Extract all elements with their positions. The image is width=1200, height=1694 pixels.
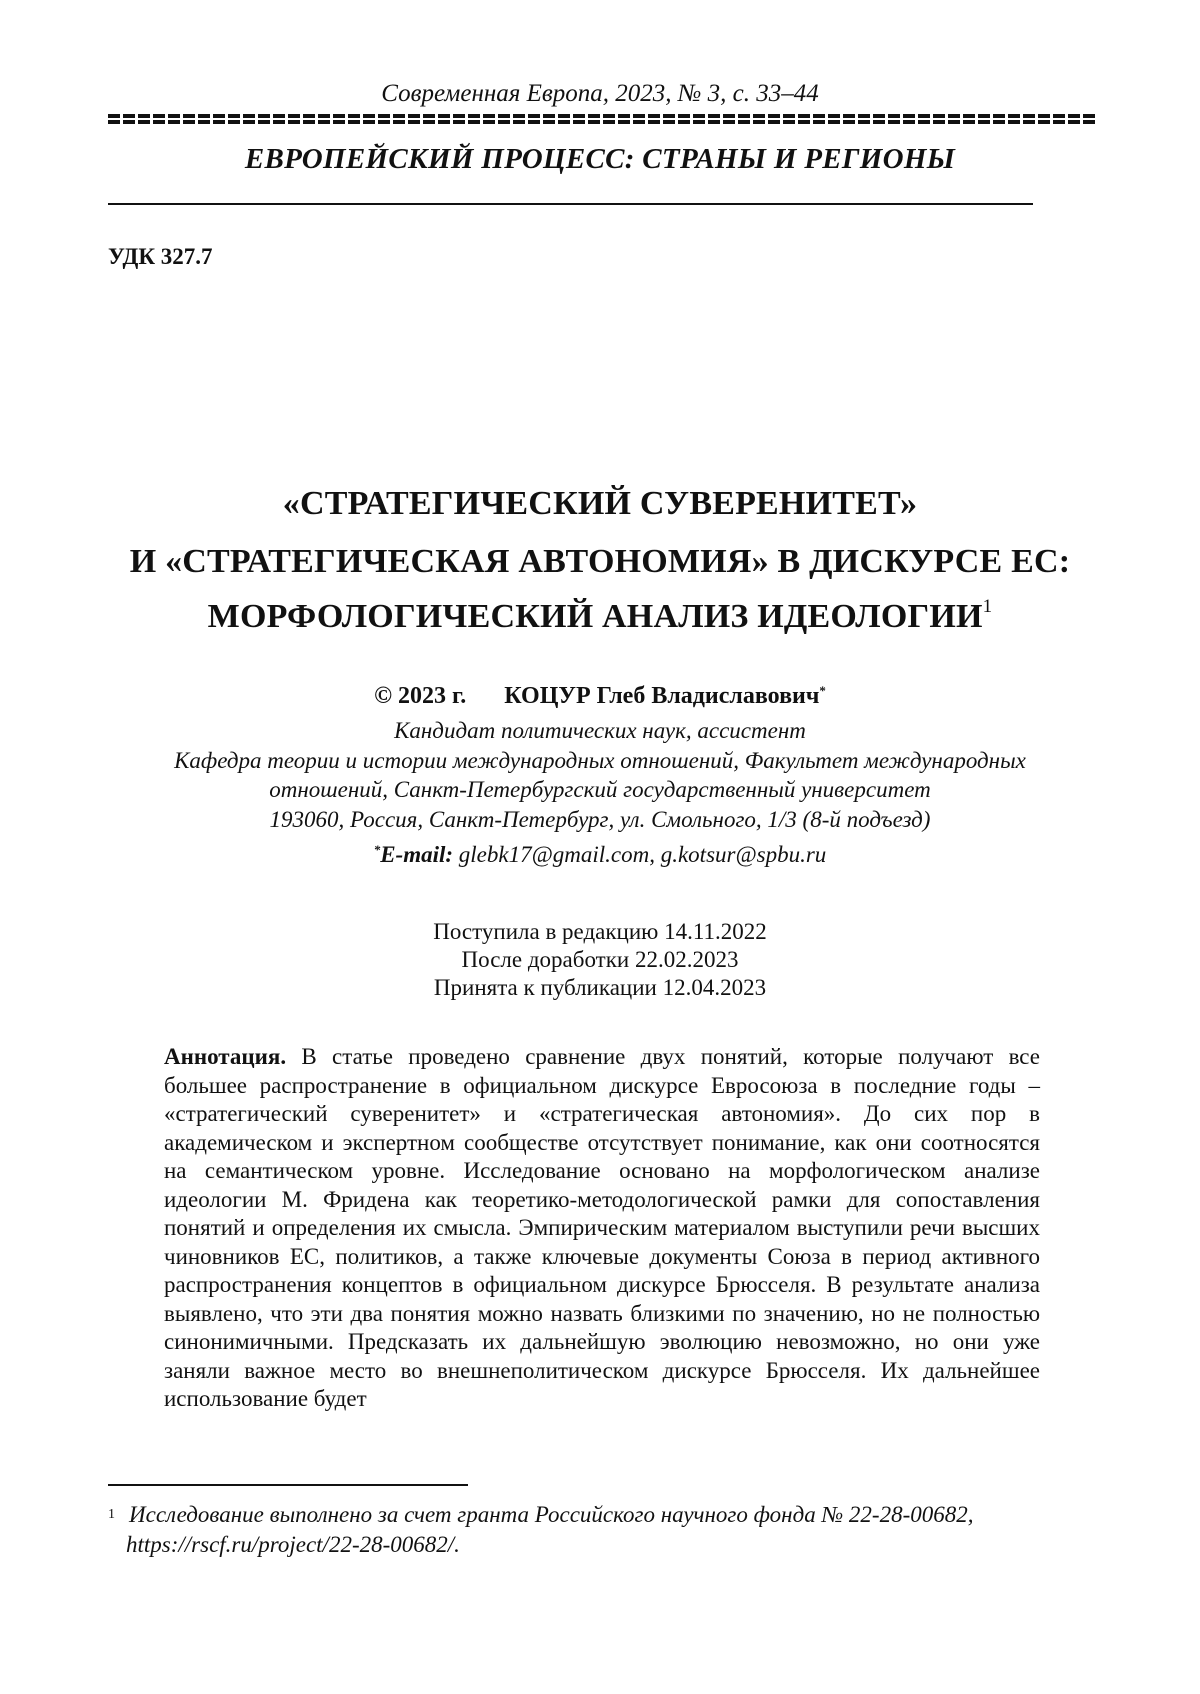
affiliation-line-1: Кафедра теории и истории международных отношений, Факультет международных: [174, 748, 1026, 773]
email-star-mark: *: [373, 842, 381, 857]
date-revised: После доработки 22.02.2023: [461, 947, 739, 972]
copyright-year: © 2023 г.: [374, 683, 467, 709]
email-label: E-mail:: [380, 842, 454, 867]
section-rule: [108, 203, 1033, 205]
abstract: [164, 1043, 1040, 1414]
double-rule-divider: [108, 114, 1098, 128]
journal-citation: Современная Европа, 2023, № 3, с. 33–44: [381, 80, 819, 107]
footnote-link[interactable]: https://rscf.ru/project/22-28-00682/.: [126, 1532, 460, 1557]
date-received: Поступила в редакцию 14.11.2022: [433, 919, 767, 944]
title-line-3-text: МОРФОЛОГИЧЕСКИЙ АНАЛИЗ ИДЕОЛОГИИ: [207, 598, 983, 635]
author-star-mark: *: [819, 683, 826, 698]
author-name: КОЦУР Глеб Владиславович: [504, 683, 820, 709]
title-line-2: И «СТРАТЕГИЧЕСКАЯ АВТОНОМИЯ» В ДИСКУРСЕ ЕС:: [129, 543, 1071, 580]
footnote-text: Исследование выполнено за счет гранта Российского научного фонда № 22-28-00682,: [129, 1502, 974, 1527]
footnote-rule: [108, 1484, 468, 1486]
author-email: [0, 842, 1200, 868]
author-address: 193060, Россия, Санкт-Петербург, ул. Смольного, 1/3 (8-й подъезд): [269, 807, 931, 832]
footnote-mark: 1: [108, 1507, 115, 1522]
title-line-3: [0, 598, 1200, 636]
udk-code: УДК 327.7: [108, 244, 213, 269]
date-accepted: Принята к публикации 12.04.2023: [433, 975, 767, 1000]
affiliation-line-2: отношений, Санкт-Петербургский государственный университет: [269, 777, 931, 802]
title-footnote-mark: 1: [982, 596, 993, 617]
author-position: Кандидат политических наук, ассистент: [394, 718, 806, 743]
footnote: [108, 1500, 1100, 1560]
abstract-label: Аннотация.: [164, 1044, 287, 1069]
email-value[interactable]: glebk17@gmail.com, g.kotsur@spbu.ru: [453, 842, 827, 867]
abstract-text: В статье проведено сравнение двух понятий, которые получают все большее распространение в официальном дискурсе Евросоюза в последние годы – «стратегический суверенитет» и «стратегическая автономия». До сих пор в академическом и экспертном сообществе отсутствует понимание, как они соотносятся на семантическом уровне. Исследование основано на морфологическом анализе идеологии М. Фридена как теоретико-методологической рамки для сопоставления понятий и определения их смысла. Эмпирическим материалом выступили речи высших чиновников ЕС, политиков, а также ключевые документы Союза в период активного распространения концептов в официальном дискурсе Брюсселя. В результате анализа выявлено, что эти два понятия можно назвать близкими по значению, но не полностью синонимичными. Предсказать их дальнейшую эволюцию невозможно, но они уже заняли важное место во внешнеполитическом дискурсе Брюсселя. Их дальнейшее использование будет: [164, 1044, 1040, 1411]
section-heading: ЕВРОПЕЙСКИЙ ПРОЦЕСС: СТРАНЫ И РЕГИОНЫ: [244, 143, 956, 175]
title-line-1: «СТРАТЕГИЧЕСКИЙ СУВЕРЕНИТЕТ»: [282, 485, 918, 522]
author-line: [0, 683, 1200, 710]
